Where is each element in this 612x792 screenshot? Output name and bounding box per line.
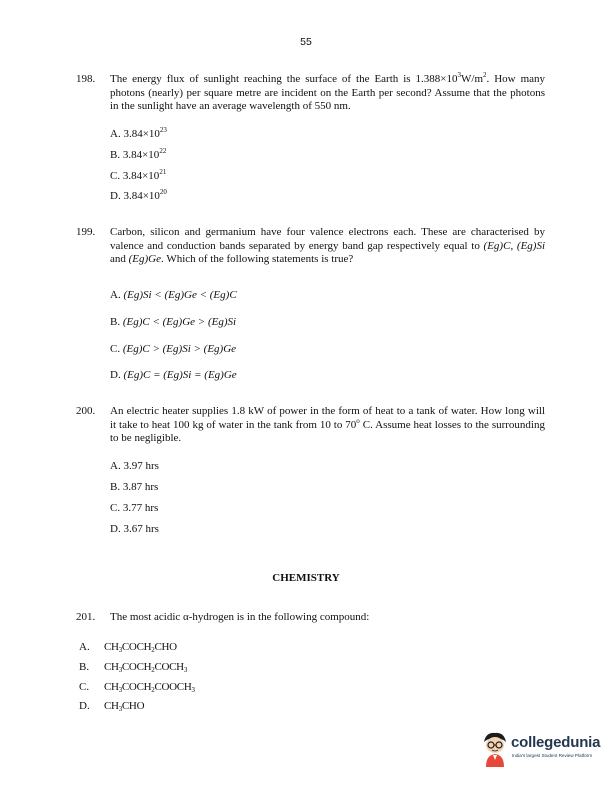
- brand-tagline: India's largest Student Review Platform: [512, 753, 593, 758]
- option-b[interactable]: B. (Eg)C < (Eg)Ge > (Eg)Si: [110, 316, 237, 328]
- question-201: [76, 611, 556, 625]
- option-d[interactable]: D. $3.84\times 10^{20}$: [110, 188, 167, 202]
- option-b[interactable]: B. 3.87 hrs: [110, 481, 159, 493]
- option-a[interactable]: A. (Eg)Si < (Eg)Ge < (Eg)C: [110, 289, 237, 301]
- question-text: Carbon, silicon and germanium have four valence electrons each. These are characterised by valence and conduction bands separated by energy band gap respectively equal to (Eg)C, (Eg)Si and (Eg)Ge. Which of the following statements is true?: [110, 226, 546, 265]
- option-a[interactable]: A. 3.97 hrs: [110, 460, 159, 472]
- page-number: 55: [300, 36, 312, 48]
- question-text: The most acidic α-hydrogen is in the following compound:: [110, 611, 370, 623]
- option-b[interactable]: B. $3.84\times 10^{22}$: [110, 147, 167, 161]
- collegedunia-logo: [480, 728, 605, 772]
- option-d[interactable]: D. 3.67 hrs: [110, 523, 159, 535]
- option-d[interactable]: D. (Eg)C = (Eg)Si = (Eg)Ge: [110, 369, 237, 381]
- option-c[interactable]: C. $3.84\times 10^{21}$: [110, 168, 167, 182]
- section-heading: CHEMISTRY: [272, 572, 340, 584]
- option-c[interactable]: C. 3.77 hrs: [110, 502, 159, 514]
- question-text: An electric heater supplies 1.8 kW of power in the form of heat to a tank of water. How long will it take to heat 100 kg of water in the tank from 10 to 70$^o$ C. Assume heat losses to the surrounding to be negligible.: [110, 405, 545, 444]
- question-number: 199.: [76, 226, 96, 238]
- question-198: [76, 73, 556, 121]
- option-c[interactable]: C. (Eg)C > (Eg)Si > (Eg)Ge: [110, 343, 237, 355]
- student-mascot-icon: [480, 730, 510, 768]
- brand-name: collegedunia: [511, 734, 601, 751]
- question-number: 201.: [76, 611, 96, 623]
- question-199: [76, 226, 556, 274]
- question-text: The energy flux of sunlight reaching the surface of the Earth is $1.388\times 10^3W/m^2$. How many photons (nearly) per square metre are incident on the Earth per second? Assume that the photons in the sunlight have an average wavelength of 550 nm.: [110, 71, 546, 112]
- option-a[interactable]: A. $3.84\times 10^{23}$: [110, 126, 167, 140]
- question-number: 198.: [76, 73, 96, 85]
- question-200: [76, 405, 556, 447]
- question-number: 200.: [76, 405, 96, 417]
